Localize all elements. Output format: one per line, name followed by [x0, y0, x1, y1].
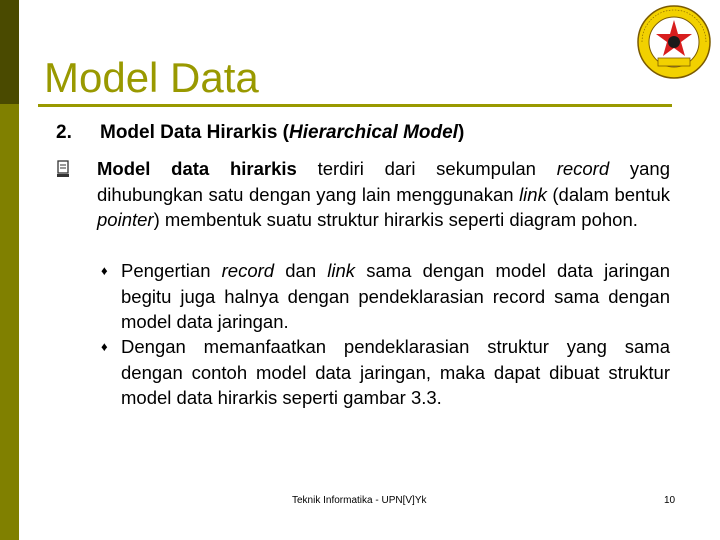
para-italic-3: pointer — [97, 209, 154, 230]
sub-bullet-1-text — [121, 258, 670, 335]
section-heading-text: Model Data Hirarkis ( — [100, 122, 289, 143]
section-heading-italic: Hierarchical Model — [289, 122, 458, 143]
section-heading-close: ) — [457, 122, 465, 143]
para-italic-2: link — [519, 183, 547, 205]
bullet-box-icon — [56, 160, 70, 178]
para-text-3: (dalam bentuk — [546, 183, 670, 205]
slide-title: Model Data — [44, 54, 259, 101]
page-number: 10 — [664, 495, 676, 506]
sub1-italic-1: record — [221, 260, 275, 281]
section-heading — [56, 122, 464, 144]
para-bold: Model data hirarkis — [97, 158, 297, 179]
footer-text: Teknik Informatika - UPN[V]Yk — [292, 495, 427, 506]
para-text-4: ) membentuk suatu struktur hirarkis seperti diagram pohon. — [153, 209, 638, 230]
sub1-italic-2: link — [327, 260, 356, 281]
sub1-text-3: sama dengan model data jaringan begitu juga halnya dengan pendeklarasian record sama dengan model data jaringan. — [121, 260, 671, 332]
diamond-bullet-icon: ♦ — [101, 263, 108, 278]
diamond-bullet-icon: ♦ — [101, 339, 108, 354]
sub1-text-1: Pengertian — [121, 260, 222, 281]
main-paragraph — [97, 156, 670, 233]
sub-bullet-2-text: Dengan memanfaatkan pendeklarasian struktur yang sama dengan contoh model data jaringan, maka dapat dibuat struktur model data hirarkis seperti gambar 3.3. — [121, 336, 670, 408]
sub-bullet-1 — [101, 258, 670, 335]
section-number: 2. — [56, 122, 72, 143]
para-italic-1: record — [556, 158, 610, 179]
para-text-2: yang dihubungkan satu dengan yang lain menggunakan — [97, 158, 671, 205]
university-logo — [636, 4, 712, 80]
sub1-text-2: dan — [274, 260, 328, 281]
title-underline — [38, 104, 672, 107]
left-accent-bar-dark — [0, 0, 19, 104]
left-accent-bar — [0, 0, 19, 540]
sub-bullet-2 — [101, 334, 670, 411]
para-text-1: terdiri dari sekumpulan — [296, 158, 557, 179]
